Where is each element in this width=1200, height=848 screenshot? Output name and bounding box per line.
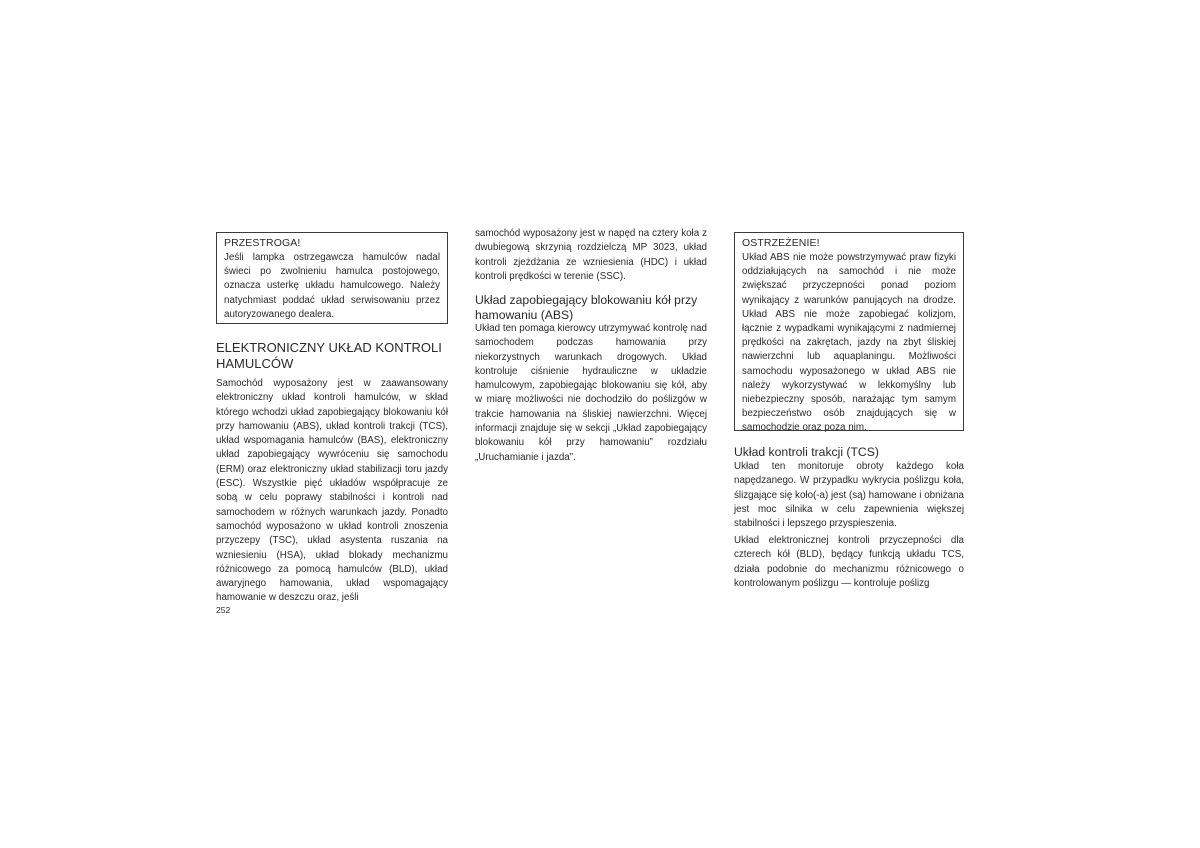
- tcs-heading: Układ kontroli trakcji (TCS): [734, 445, 879, 459]
- warning-box-text: Układ ABS nie może powstrzymywać praw fizyki oddziałujących na samochód i nie może zwiększać przyczepności ponad poziom wynikający z warunków panujących na drodze. Układ ABS nie może zapobiegać kolizjom, łącznie z wypadkami wynikającymi z nadmiernej prędkości na zakrętach, jazdy na zbyt śliskiej nawierzchni lub aquaplaningu. Możliwości samochodu wyposażonego w układ ABS nie należy wykorzystywać w lekkomyślny lub niebezpieczny sposób, narażając tym samym bezpieczeństwo osób znajdujących się w samochodzie oraz poza nim.: [742, 252, 956, 434]
- warning-box: [734, 232, 964, 434]
- caution-box: [216, 232, 448, 324]
- abs-paragraph: Układ ten pomaga kierowcy utrzymywać kontrolę nad samochodem podczas hamowania przy niekorzystnych warunkach drogowych. Układ kontroluje ciśnienie hydrauliczne w układzie hamulcowym, zapobiegając blokowaniu się kół, aby w miarę możliwości nie dochodziło do poślizgów w trakcie hamowania na śliskiej nawierzchni. Więcej informacji znajduje się w sekcji „Układ zapobiegający blokowaniu kół przy hamowaniu” rozdziału „Uruchamianie i jazda”.: [475, 323, 707, 463]
- section-paragraph: Samochód wyposażony jest w zaawansowany elektroniczny układ kontroli hamulców, w skład którego wchodzi układ zapobiegający blokowaniu kół przy hamowaniu (ABS), układ kontroli trakcji (TCS), układ wspomagania hamulców (BAS), elektroniczny układ zapobiegający wywróceniu się samochodu (ERM) oraz elektroniczny układ stabilizacji toru jazdy (ESC). Wszystkie pięć układów współpracuje ze sobą w celu poprawy stabilności i kontroli nad samochodem w różnych warunkach jazdy. Ponadto samochód wyposażono w układ kontroli znoszenia przyczepy (TSC), układ asystenta ruszania na wzniesieniu (HSA), układ blokady mechanizmu różnicowego za pomocą hamulców (BLD), układ awaryjnego hamowania, układ wspomagający hamowanie w deszczu oraz, jeśli: [216, 378, 448, 604]
- section-heading: ELEKTRONICZNY UKŁAD KONTROLI HAMULCÓW: [216, 340, 442, 371]
- tcs-paragraph-2: Układ elektronicznej kontroli przyczepności dla czterech kół (BLD), będący funkcją układu TCS, działa podobnie do mechanizmu różnicowego o kontrolowanym poślizgu — kontroluje poślizg: [734, 535, 964, 589]
- warning-box-title: OSTRZEŻENIE!: [742, 237, 820, 249]
- abs-heading: Układ zapobiegający blokowaniu kół przy hamowaniu (ABS): [475, 293, 698, 322]
- paragraph-continued: samochód wyposażony jest w napęd na cztery koła z dwubiegową skrzynią rozdzielczą MP 3023, układ kontroli zjeżdżania ze wzniesienia (HDC) i układ kontroli prędkości w terenie (SSC).: [475, 228, 707, 282]
- caution-box-text: Jeśli lampka ostrzegawcza hamulców nadal świeci po zwolnieniu hamulca postojowego, oznacza usterkę układu hamulcowego. Należy natychmiast poddać układ serwisowaniu przez autoryzowanego dealera.: [224, 252, 440, 320]
- page-number: 252: [216, 605, 231, 615]
- caution-box-title: PRZESTROGA!: [224, 237, 301, 249]
- tcs-paragraph-1: Układ ten monitoruje obroty każdego koła napędzanego. W przypadku wykrycia poślizgu koła, ślizgające się koło(-a) jest (są) hamowane i obniżana jest moc silnika w celu zapewnienia większej stabilności i lepszego przyspieszenia.: [734, 461, 964, 530]
